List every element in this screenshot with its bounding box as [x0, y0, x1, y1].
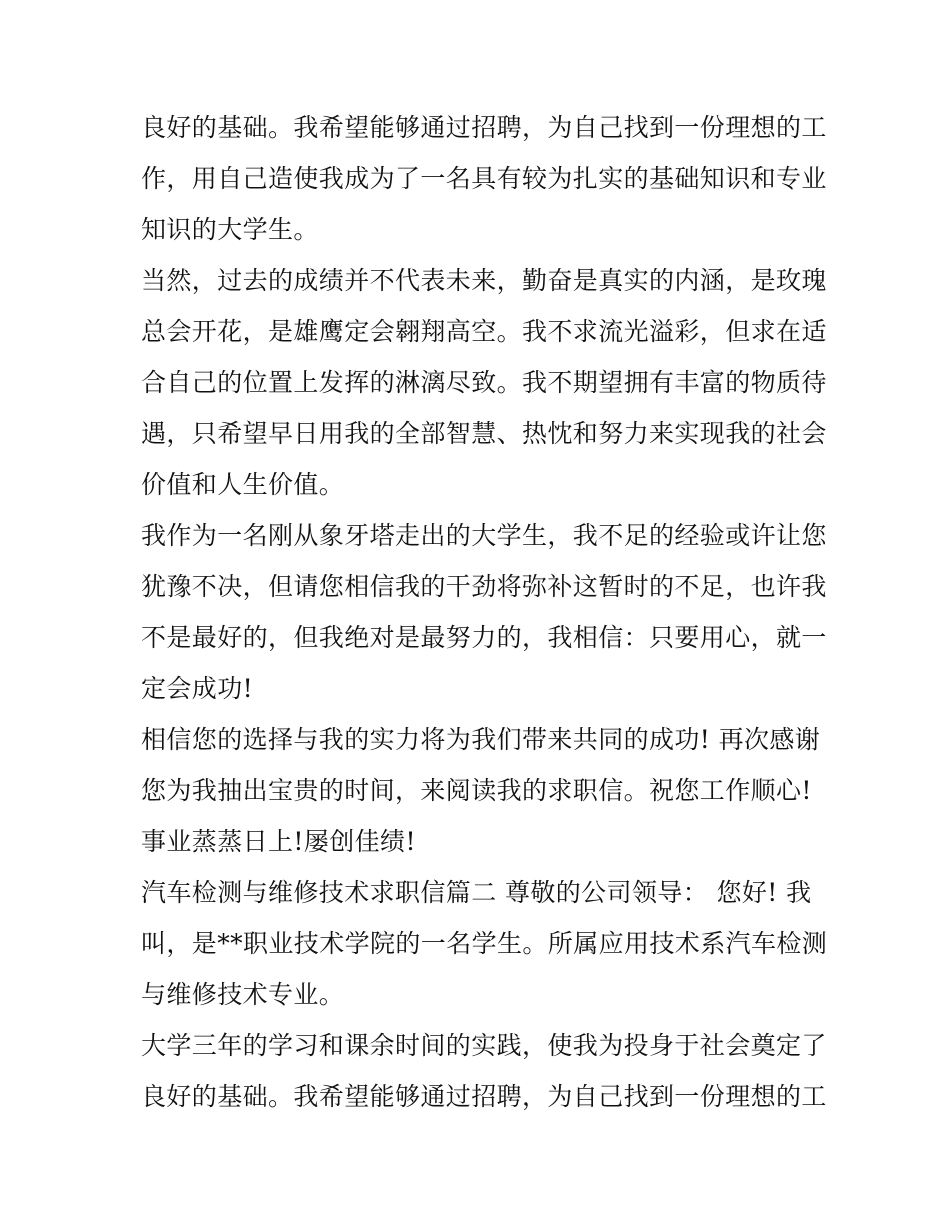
text-line: 总会开花，是雄鹰定会翱翔高空。我不求流光溢彩，但求在适 [141, 317, 827, 346]
text-line: 大学三年的学习和课余时间的实践，使我为投身于社会奠定了 [141, 1031, 827, 1060]
text-line: 良好的基础。我希望能够通过招聘，为自己找到一份理想的工 [141, 1082, 827, 1111]
text-line: 与维修技术专业。 [141, 980, 345, 1009]
text-line: 事业蒸蒸日上!屡创佳绩! [141, 827, 416, 856]
text-line: 定会成功! [141, 674, 254, 703]
text-line: 汽车检测与维修技术求职信篇二 尊敬的公司领导： 您好! 我 [141, 878, 812, 907]
text-line: 知识的大学生。 [141, 215, 319, 244]
text-line: 当然，过去的成绩并不代表未来，勤奋是真实的内涵，是玫瑰 [141, 266, 827, 295]
text-line: 不是最好的，但我绝对是最努力的，我相信：只要用心，就一 [141, 623, 827, 652]
text-line: 合自己的位置上发挥的淋漓尽致。我不期望拥有丰富的物质待 [141, 368, 827, 397]
text-line: 相信您的选择与我的实力将为我们带来共同的成功! 再次感谢 [141, 725, 821, 754]
text-line: 作，用自己造使我成为了一名具有较为扎实的基础知识和专业 [141, 164, 827, 193]
text-line: 叫，是**职业技术学院的一名学生。所属应用技术系汽车检测 [141, 929, 828, 958]
text-line: 遇，只希望早日用我的全部智慧、热忱和努力来实现我的社会 [141, 419, 827, 448]
text-line: 您为我抽出宝贵的时间，来阅读我的求职信。祝您工作顺心! [141, 776, 812, 805]
text-line: 价值和人生价值。 [141, 470, 345, 499]
text-line: 犹豫不决，但请您相信我的干劲将弥补这暂时的不足，也许我 [141, 572, 827, 601]
text-line: 我作为一名刚从象牙塔走出的大学生，我不足的经验或许让您 [141, 521, 827, 550]
text-line: 良好的基础。我希望能够通过招聘，为自己找到一份理想的工 [141, 113, 827, 142]
